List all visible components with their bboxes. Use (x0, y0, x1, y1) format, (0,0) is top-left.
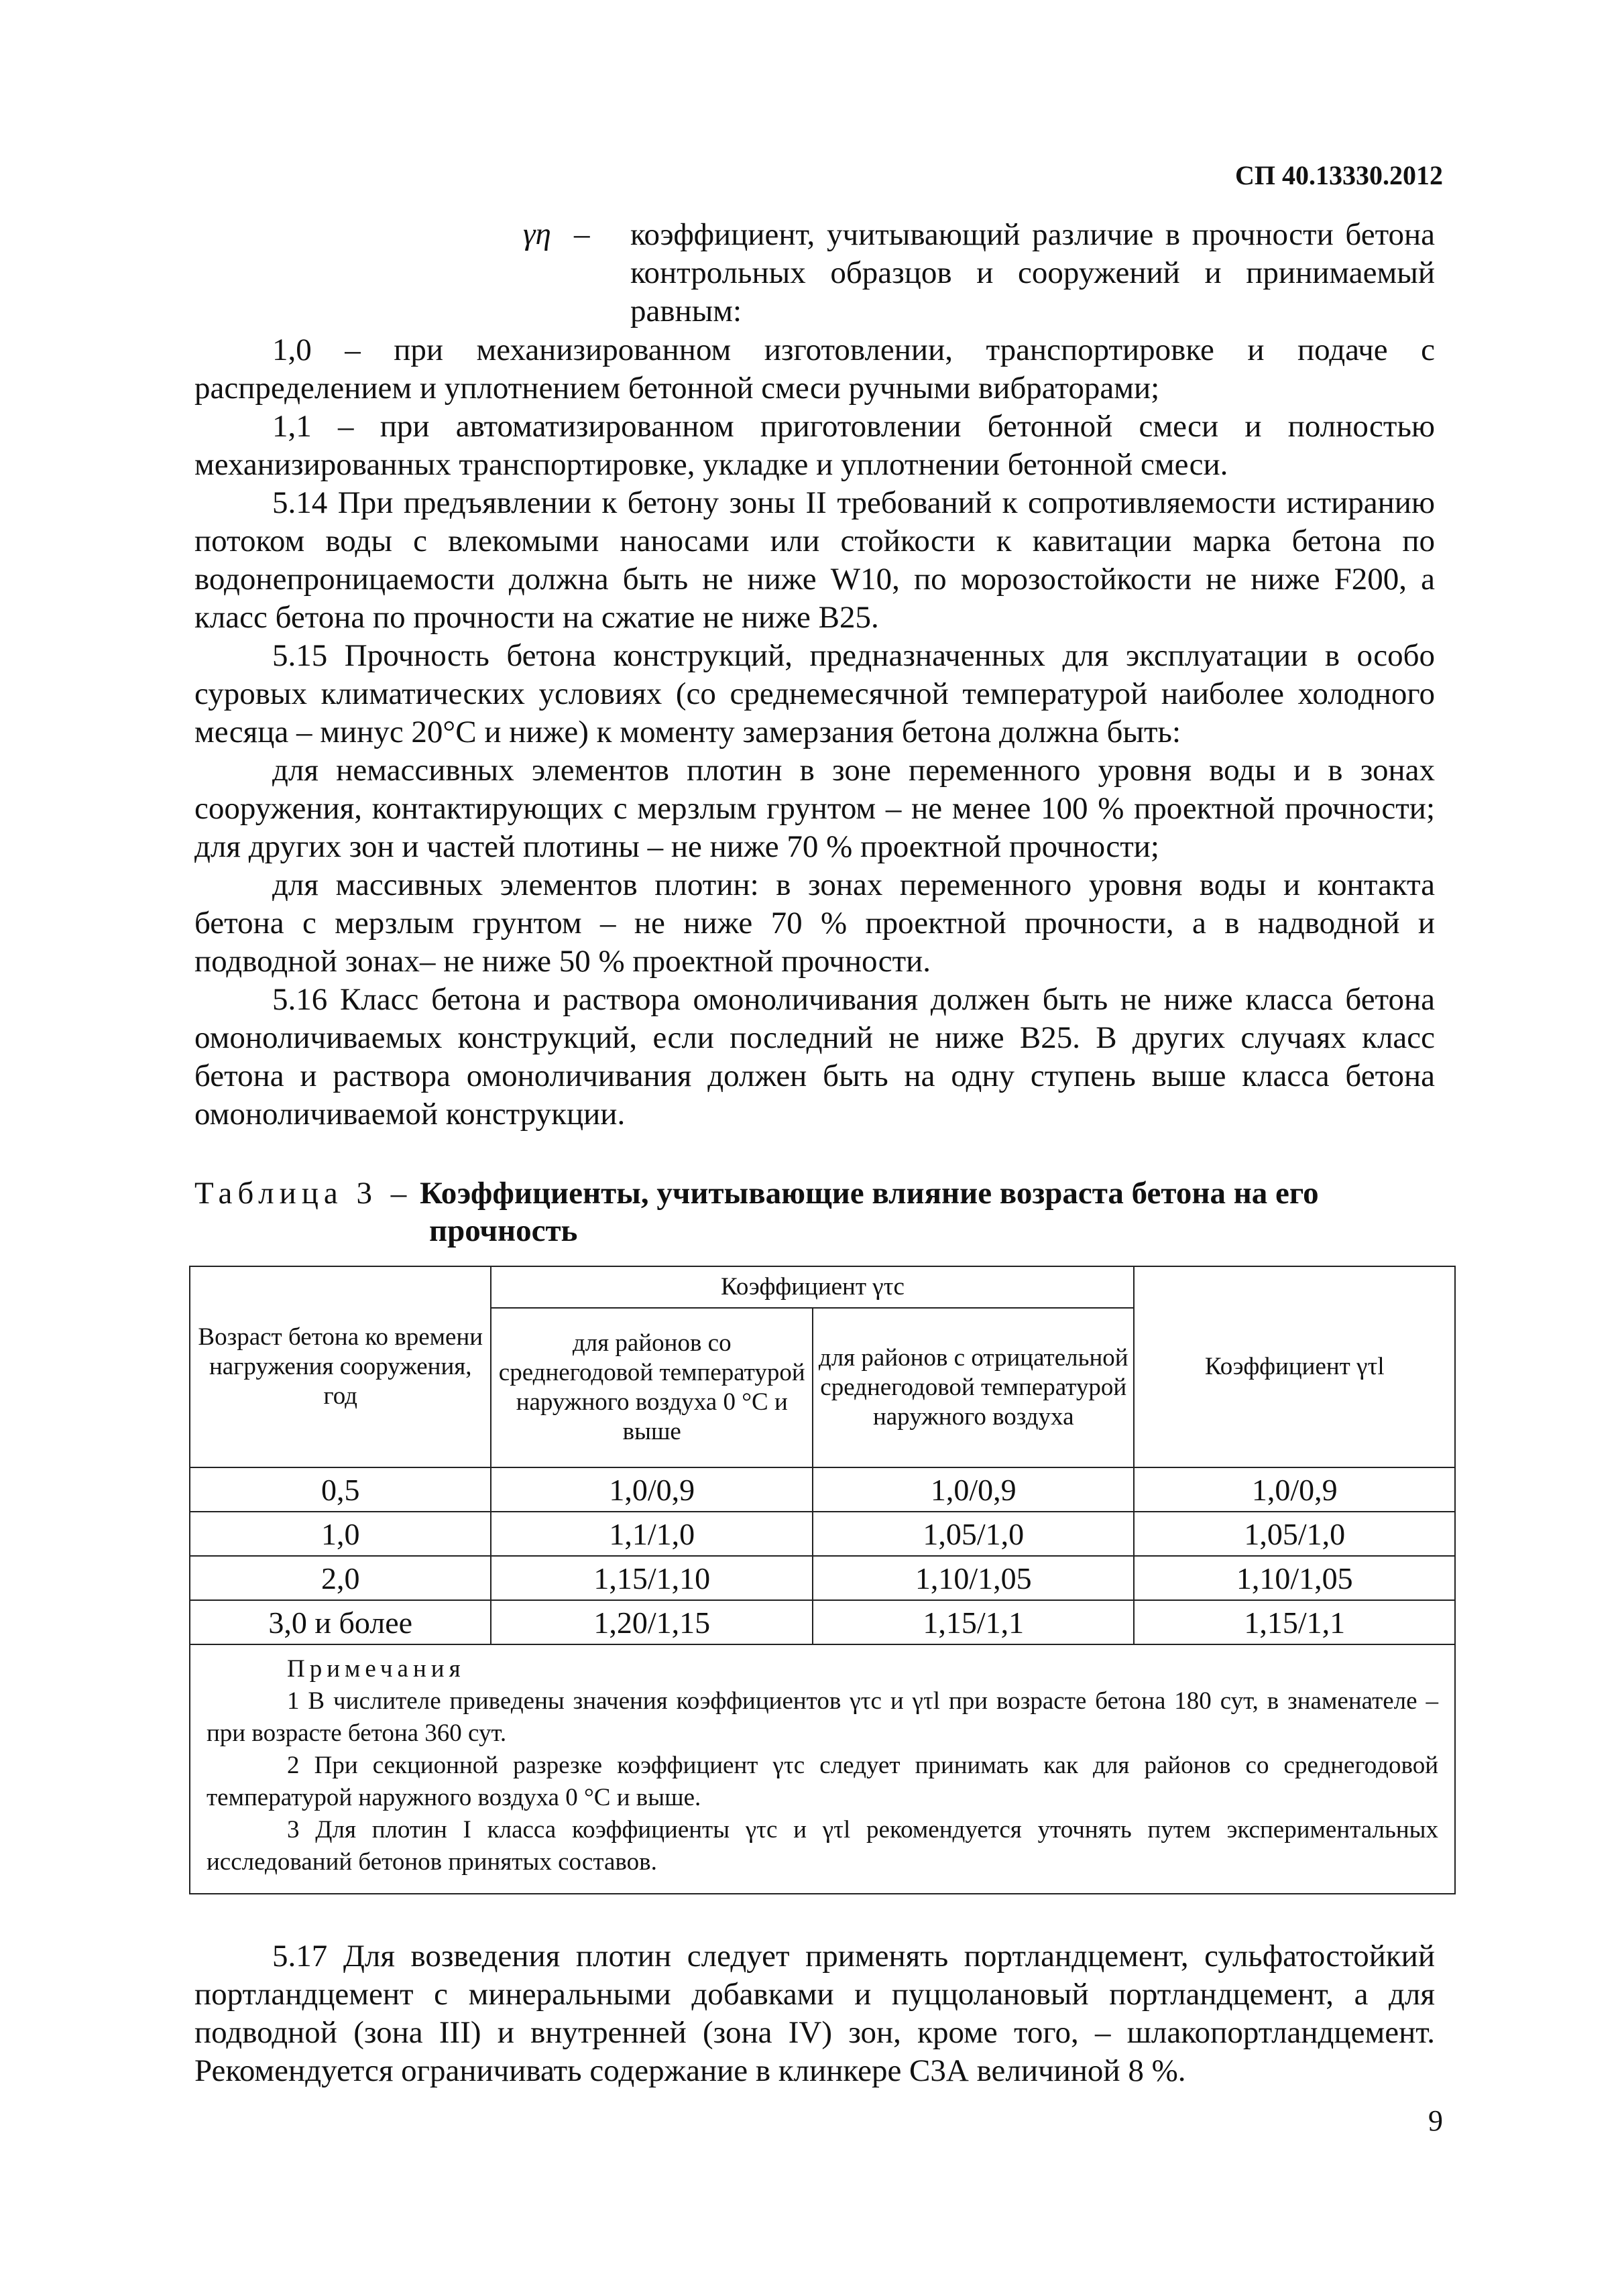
paragraph-5-17: 5.17 Для возведения плотин следует применять портландцемент, сульфатостойкий портландцемент с минеральными добавками и пуццолановый портландцемент, а для подводной (зона III) и внутренней (зона IV) зон, кроме того, – шлакопортландцемент. Рекомендуется ограничивать содержание в клинкере С3А величиной 8 %. (194, 1939, 1435, 2088)
paragraph-coef-1-1: 1,1 – при автоматизированном приготовлении бетонной смеси и полностью механизированных транспортировке, укладке и уплотнении бетонной смеси. (194, 409, 1435, 482)
header-gamma-tc: Коэффициент γτc (491, 1266, 1134, 1308)
table-row (190, 1512, 1455, 1556)
paragraph-5-15: 5.15 Прочность бетона конструкций, предназначенных для эксплуатации в особо суровых климатических условиях (со среднемесячной температурой наиболее холодного месяца – минус 20°С и ниже) к моменту замерзания бетона должна быть: (194, 638, 1435, 749)
document-code: СП 40.13330.2012 (1235, 160, 1443, 190)
cell-gtl: 1,0/0,9 (1134, 1467, 1455, 1512)
cell-gtl: 1,15/1,1 (1134, 1600, 1455, 1644)
notes-title: Примечания (287, 1655, 465, 1683)
cell-gtc-negative: 1,05/1,0 (813, 1512, 1135, 1556)
cell-gtc-negative: 1,15/1,1 (813, 1600, 1135, 1644)
paragraph-5-16: 5.16 Класс бетона и раствора омоноличивания должен быть не ниже класса бетона омоноличиваемых конструкций, если последний не ниже B25. В других случаях класс бетона и раствора омоноличивания должен быть на одну ступень выше класса бетона омоноличиваемой конструкции. (194, 982, 1435, 1132)
cell-age: 1,0 (190, 1512, 491, 1556)
cell-age: 3,0 и более (190, 1600, 491, 1644)
cell-gtc-positive: 1,1/1,0 (491, 1512, 813, 1556)
cell-age: 2,0 (190, 1556, 491, 1600)
cell-gtl: 1,10/1,05 (1134, 1556, 1455, 1600)
table-row (190, 1600, 1455, 1644)
table-caption (194, 1174, 1319, 1213)
cell-gtc-positive: 1,20/1,15 (491, 1600, 813, 1644)
paragraph-massive: для массивных элементов плотин: в зонах переменного уровня воды и контакта бетона с мерзлым грунтом – не ниже 70 % проектной прочности, а в надводной и подводной зонах– не ниже 50 % проектной прочности. (194, 867, 1435, 979)
table-row (190, 1467, 1455, 1512)
table-notes (190, 1644, 1455, 1894)
note-1: 1 В числителе приведены значения коэффициентов γτc и γτl при возрасте бетона 180 сут, в знаменателе – при возрасте бетона 360 сут. (207, 1687, 1438, 1747)
cell-gtc-positive: 1,15/1,10 (491, 1556, 813, 1600)
cell-gtc-positive: 1,0/0,9 (491, 1467, 813, 1512)
cell-gtc-negative: 1,0/0,9 (813, 1467, 1135, 1512)
table-title-continued: прочность (429, 1213, 578, 1248)
page-number: 9 (1428, 2104, 1443, 2137)
table-row (190, 1556, 1455, 1600)
gamma-symbol: γη (523, 217, 551, 251)
coefficients-table (189, 1266, 1456, 1894)
cell-gtl: 1,05/1,0 (1134, 1512, 1455, 1556)
note-3: 3 Для плотин I класса коэффициенты γτc и γτl рекомендуется уточнять путем экспериментальных исследований бетонов принятых составов. (207, 1816, 1438, 1876)
table-title: Коэффициенты, учитывающие влияние возраста бетона на его (420, 1176, 1319, 1211)
paragraph-nonmassive: для немассивных элементов плотин в зоне переменного уровня воды и в зонах сооружения, контактирующих с мерзлым грунтом – не менее 100 % проектной прочности; для других зон и частей плотины – не ниже 70 % проектной прочности; (194, 753, 1435, 864)
gamma-dash: – (574, 217, 590, 251)
header-sub-positive: для районов со среднегодовой температурой наружного воздуха 0 °С и выше (491, 1308, 813, 1467)
cell-gtc-negative: 1,10/1,05 (813, 1556, 1135, 1600)
header-sub-negative: для районов с отрицательной среднегодовой температурой наружного воздуха (813, 1308, 1135, 1467)
paragraph-coef-1-0: 1,0 – при механизированном изготовлении, транспортировке и подаче с распределением и уплотнением бетонной смеси ручными вибраторами; (194, 333, 1435, 406)
header-gamma-tl: Коэффициент γτl (1134, 1266, 1455, 1467)
cell-age: 0,5 (190, 1467, 491, 1512)
gamma-definition-text: коэффициент, учитывающий различие в прочности бетона контрольных образцов и сооружений и принимаемый равным: (630, 217, 1435, 328)
table-label: Таблица 3 – (194, 1176, 412, 1211)
header-age: Возраст бетона ко времени нагружения сооружения, год (190, 1266, 491, 1467)
note-2: 2 При секционной разрезке коэффициент γτc следует принимать как для районов со среднегодовой температурой наружного воздуха 0 °С и выше. (207, 1752, 1438, 1811)
paragraph-5-14: 5.14 При предъявлении к бетону зоны II требований к сопротивляемости истиранию потоком воды с влекомыми наносами или стойкости к кавитации марка бетона по водонепроницаемости должна быть не ниже W10, по морозостойкости не ниже F200, а класс бетона по прочности на сжатие не ниже B25. (194, 485, 1435, 635)
